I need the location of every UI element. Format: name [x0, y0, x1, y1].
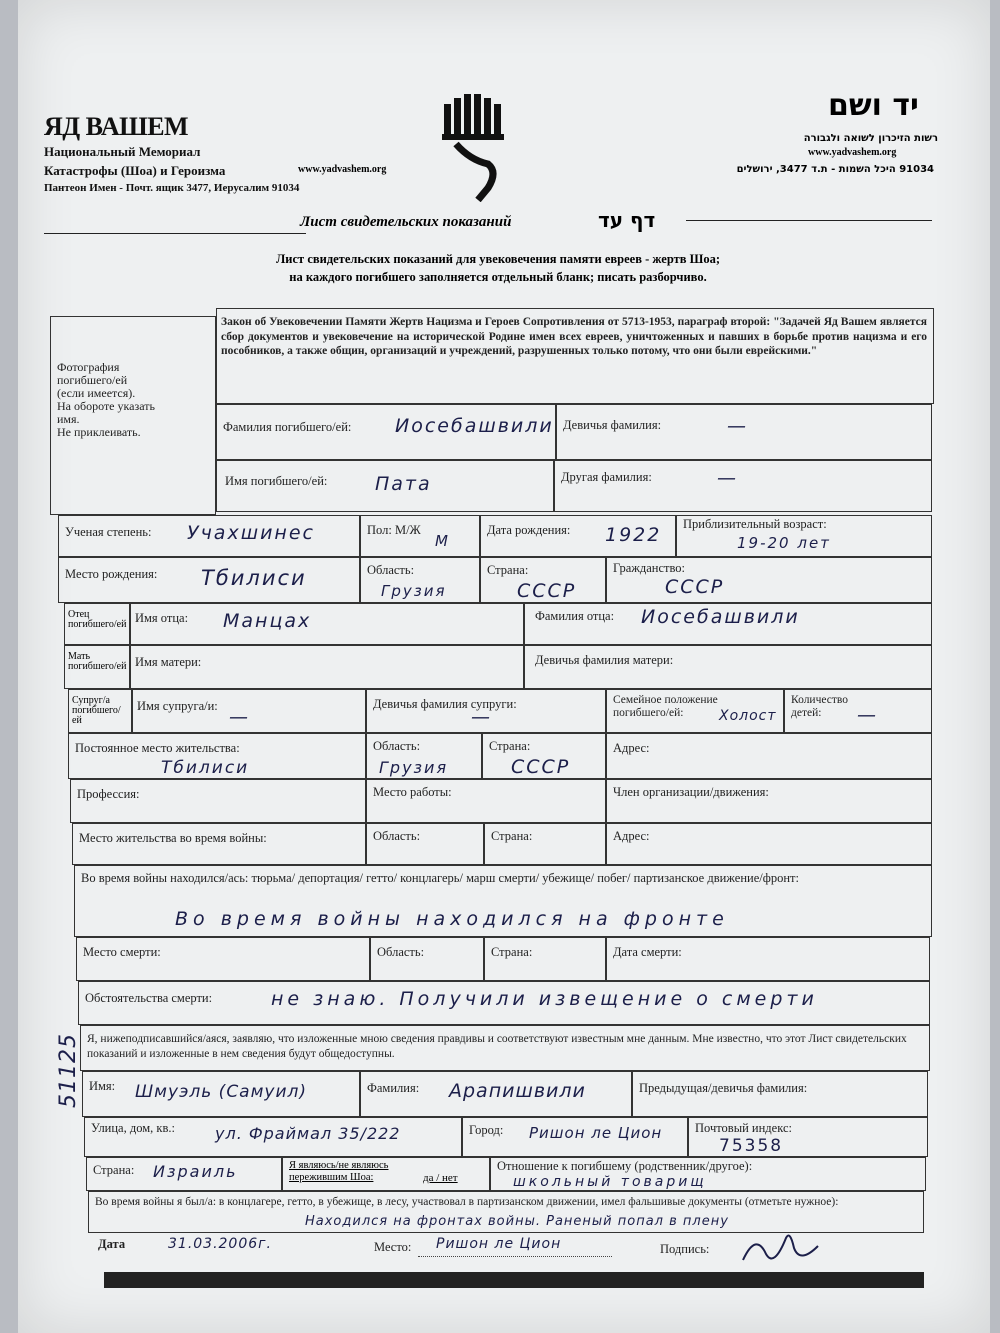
sex-cell[interactable] [360, 515, 480, 557]
death-region-cell[interactable] [370, 937, 484, 981]
org-website: www.yadvashem.org [298, 164, 387, 175]
approx-age-value: 19-20 лет [737, 534, 831, 552]
other-surname-cell[interactable] [554, 460, 932, 512]
citizenship-label: Гражданство: [613, 561, 686, 575]
dob-cell[interactable] [480, 515, 676, 557]
hebrew-website: www.yadvashem.org [808, 147, 897, 158]
witness-street-cell[interactable] [84, 1117, 462, 1157]
children-count-label: Количество детей: [791, 694, 848, 719]
witness-city-label: Город: [469, 1123, 504, 1137]
profession-label: Профессия: [77, 787, 140, 801]
war-country-cell[interactable] [484, 823, 606, 865]
marital-status-value: Холост [719, 708, 777, 724]
birth-region-value: Грузия [381, 582, 447, 600]
witness-city-value: Ришон ле Цион [529, 1124, 663, 1142]
death-place-cell[interactable] [76, 937, 370, 981]
hebrew-title: יד ושם [828, 88, 919, 123]
witness-name-cell[interactable] [82, 1071, 360, 1117]
witness-prev-surname-cell[interactable] [632, 1071, 928, 1117]
first-name-label: Имя погибшего/ей: [225, 474, 328, 488]
surname-value: Иосебашвили [395, 415, 554, 437]
war-region-label: Область: [373, 829, 421, 843]
mother-name-label: Имя матери: [135, 655, 202, 669]
birth-country-cell[interactable] [480, 557, 606, 603]
death-country-cell[interactable] [484, 937, 606, 981]
mother-maiden-label: Девичья фамилия матери: [535, 653, 674, 667]
residence-country-label: Страна: [489, 739, 531, 753]
birthplace-cell[interactable] [58, 557, 360, 603]
witness-relation-cell[interactable] [490, 1157, 926, 1191]
residence-country-cell[interactable] [482, 733, 606, 779]
death-date-label: Дата смерти: [613, 945, 682, 959]
children-count-value: — [857, 704, 878, 726]
form-title-hebrew: דף עד [598, 208, 656, 232]
mother-side-cell [64, 645, 130, 689]
other-surname-value: — [717, 467, 738, 489]
witness-survivor-label: Я являюсь/не являюсь пережившим Шоа: [289, 1160, 389, 1183]
witness-date-label: Дата [98, 1237, 126, 1251]
spouse-maiden-cell[interactable] [366, 689, 606, 733]
law-text: Закон об Увековечении Памяти Жертв Нацизма и Героев Сопротивления от 5713-1953, параграф второй: "Задачей Яд Вашем является сбор документов и увековечение на исторической Родине имен всех евреев, уничтоженных и павших в борьбе против нацизма и его пособников, а также общин, организаций и учреждений, разрушенных только потому, что они были еврейскими." [221, 316, 927, 357]
profession-cell[interactable] [70, 779, 366, 823]
mother-name-cell[interactable] [130, 645, 524, 689]
witness-zip-label: Почтовый индекс: [695, 1121, 792, 1135]
hebrew-subtitle: רשות הזיכרון לשואה ולגבורה [803, 133, 938, 144]
org-subtitle-2: Катастрофы (Шоа) и Героизма [44, 163, 226, 178]
father-side-label: Отец погибшего/ей [68, 609, 127, 630]
witness-war-label: Во время войны я был/а: в концлагере, гетто, в убежище, в лесу, участвовал в партизанском движении, имел фальшивые документы (отметьте нужное): [95, 1196, 839, 1208]
witness-relation-value: школьный товарищ [513, 1174, 707, 1190]
spouse-side-label: Супруг/а погибшего/ей [72, 695, 121, 726]
margin-number: 51125 [56, 1033, 81, 1108]
war-country-label: Страна: [491, 829, 533, 843]
signature-label: Подпись: [660, 1242, 710, 1256]
witness-surname-label: Фамилия: [367, 1081, 420, 1095]
degree-label: Ученая степень: [65, 525, 152, 539]
witness-city-cell[interactable] [462, 1117, 688, 1157]
citizenship-cell[interactable] [606, 557, 932, 603]
mother-side-label: Мать погибшего/ей [68, 651, 127, 672]
org-member-cell[interactable] [606, 779, 932, 823]
residence-region-label: Область: [373, 739, 421, 753]
war-status-value: Во время войны находился на фронте [175, 908, 729, 930]
witness-street-value: ул. Фраймал 35/222 [215, 1124, 401, 1143]
org-subtitle: Национальный Мемориал [44, 144, 201, 159]
witness-street-label: Улица, дом, кв.: [91, 1121, 175, 1135]
birthplace-value: Тбилиси [201, 566, 307, 590]
photo-line-4: На обороте указать [57, 399, 155, 413]
place-rule [418, 1256, 612, 1257]
witness-survivor-value[interactable]: да / нет [423, 1172, 458, 1184]
signature-mark [738, 1224, 828, 1270]
birthplace-label: Место рождения: [65, 567, 158, 581]
degree-value: Учахшинес [187, 522, 315, 544]
approx-age-label: Приблизительный возраст: [683, 517, 827, 531]
degree-cell[interactable] [58, 515, 360, 557]
hebrew-address: 91034 היכל השמות - ת.ד 3477, ירושלים [736, 164, 934, 175]
death-circumstances-label: Обстоятельства смерти: [85, 991, 213, 1005]
witness-war-value: Находился на фронтах войны. Раненый попал в плену [305, 1214, 729, 1229]
maiden-name-cell[interactable] [556, 404, 932, 460]
witness-date-value: 31.03.2006г. [168, 1236, 272, 1252]
residence-cell[interactable] [68, 733, 366, 779]
photo-box [50, 316, 216, 515]
war-residence-label: Место жительства во время войны: [79, 831, 267, 845]
witness-place-label: Место: [374, 1240, 412, 1254]
father-name-label: Имя отца: [135, 611, 189, 625]
father-name-cell[interactable] [130, 603, 524, 645]
maiden-name-value: — [727, 415, 748, 437]
witness-surname-value: Арапишвили [449, 1080, 586, 1102]
org-name: ЯД ВАШЕМ [44, 112, 189, 141]
intro-line-1: Лист свидетельских показаний для увековечения памяти евреев - жертв Шоа; [275, 252, 721, 266]
birth-country-label: Страна: [487, 563, 529, 577]
witness-survivor-cell[interactable] [282, 1157, 490, 1191]
yad-vashem-logo [438, 92, 518, 202]
death-date-cell[interactable] [606, 937, 930, 981]
witness-relation-label: Отношение к погибшему (родственник/другое): [497, 1159, 753, 1173]
surname-cell[interactable] [216, 404, 556, 460]
father-surname-cell[interactable] [524, 603, 932, 645]
sex-label: Пол: М/Ж [367, 523, 421, 537]
birth-region-cell[interactable] [360, 557, 480, 603]
residence-region-cell[interactable] [366, 733, 482, 779]
mother-maiden-cell[interactable] [524, 645, 932, 689]
witness-country-value: Израиль [153, 1162, 238, 1181]
death-circumstances-value: не знаю. Получили извещение о смерти [271, 988, 818, 1010]
war-region-cell[interactable] [366, 823, 484, 865]
witness-zip-cell[interactable] [688, 1117, 928, 1157]
form-title: Лист свидетельских показаний [300, 214, 512, 230]
photo-line-5: имя. [57, 412, 80, 426]
death-circumstances-cell[interactable] [78, 981, 930, 1025]
witness-name-label: Имя: [89, 1079, 116, 1093]
death-region-label: Область: [377, 945, 425, 959]
residence-address-label: Адрес: [613, 741, 650, 755]
father-name-value: Манцах [223, 610, 312, 632]
birth-region-label: Область: [367, 563, 415, 577]
witness-name-value: Шмуэль (Самуил) [135, 1082, 308, 1102]
citizenship-value: СССР [665, 576, 725, 598]
spouse-name-label: Имя супруга/и: [137, 699, 218, 713]
witness-surname-cell[interactable] [360, 1071, 632, 1117]
spouse-name-value: — [229, 706, 250, 728]
declaration-text: Я, нижеподписавшийся/аяся, заявляю, что изложенные мною сведения правдивы и соответствуют известным мне данным. Мне известно, что этот Лист свидетельских показаний и изложенные в нем сведения будут общедоступны. [87, 1033, 907, 1060]
maiden-name-label: Девичья фамилия: [563, 418, 662, 432]
birth-country-value: СССР [517, 580, 577, 602]
father-side-cell [64, 603, 130, 645]
photo-line-1: Фотография [57, 360, 120, 374]
war-status-label: Во время войны находился/ась: тюрьма/ депортация/ гетто/ концлагерь/ марш смерти/ убежище/ побег/ партизанское движение/фронт: [81, 871, 799, 885]
father-surname-label: Фамилия отца: [535, 609, 615, 623]
workplace-cell[interactable] [366, 779, 606, 823]
dob-value: 1922 [605, 524, 662, 546]
photo-line-2: погибшего/ей [57, 373, 128, 387]
father-surname-value: Иосебашвили [641, 606, 800, 628]
witness-country-cell[interactable] [86, 1157, 282, 1191]
sex-value: М [435, 532, 450, 550]
bottom-bar [104, 1272, 924, 1288]
photo-line-3: (если имеется). [57, 386, 136, 400]
residence-country-value: СССР [511, 756, 571, 778]
residence-region-value: Грузия [379, 758, 449, 777]
marital-status-cell[interactable] [606, 689, 784, 733]
photo-line-6: Не приклеивать. [57, 425, 141, 439]
title-rule-left [44, 233, 306, 234]
residence-label: Постоянное место жительства: [75, 741, 240, 755]
war-residence-cell[interactable] [72, 823, 366, 865]
residence-value: Тбилиси [161, 758, 250, 778]
dob-label: Дата рождения: [487, 523, 571, 537]
spouse-maiden-value: — [471, 706, 492, 728]
war-status-cell[interactable] [74, 865, 932, 937]
death-place-label: Место смерти: [83, 945, 161, 959]
marital-status-label: Семейное положение погибшего/ей: [613, 694, 718, 719]
war-address-label: Адрес: [613, 829, 650, 843]
surname-label: Фамилия погибшего/ей: [223, 420, 352, 434]
title-rule-right [686, 220, 932, 221]
children-count-cell[interactable] [784, 689, 932, 733]
spouse-maiden-label: Девичья фамилия супруги: [373, 697, 517, 711]
first-name-value: Пата [375, 473, 432, 495]
first-name-cell[interactable] [216, 460, 554, 512]
witness-country-label: Страна: [93, 1163, 135, 1177]
death-country-label: Страна: [491, 945, 533, 959]
spouse-name-cell[interactable] [132, 689, 366, 733]
org-member-label: Член организации/движения: [613, 785, 769, 799]
war-address-cell[interactable] [606, 823, 932, 865]
witness-zip-value: 75358 [719, 1136, 784, 1156]
workplace-label: Место работы: [373, 785, 452, 799]
witness-place-value: Ришон ле Цион [436, 1236, 562, 1252]
approx-age-cell[interactable] [676, 515, 932, 557]
other-surname-label: Другая фамилия: [561, 470, 652, 484]
org-address: Пантеон Имен - Почт. ящик 3477, Иерусалим 91034 [44, 182, 300, 194]
testimony-sheet [18, 0, 990, 1333]
intro-line-2: на каждого погибшего заполняется отдельный бланк; писать разборчиво. [289, 270, 707, 284]
residence-address-cell[interactable] [606, 733, 932, 779]
witness-prev-surname-label: Предыдущая/девичья фамилия: [639, 1081, 808, 1095]
law-text-box [216, 308, 934, 404]
declaration-box [80, 1025, 930, 1071]
spouse-side-cell [68, 689, 132, 733]
